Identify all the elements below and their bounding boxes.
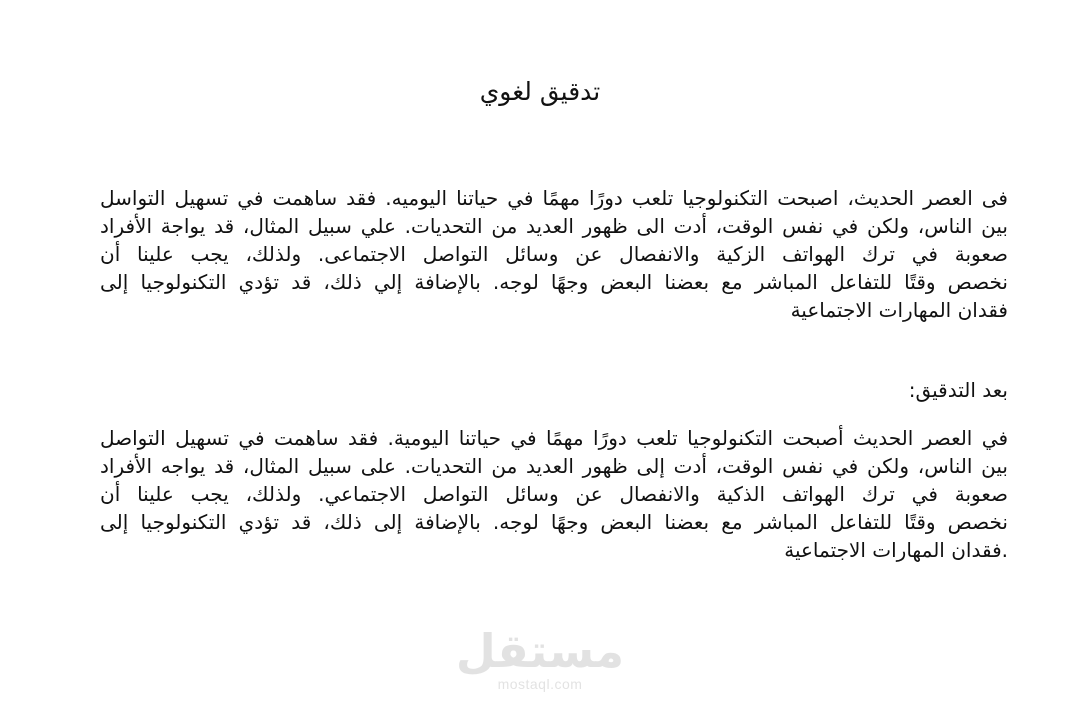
original-line: فقدان المهارات الاجتماعية <box>790 298 1008 322</box>
watermark-arabic-text: مستقل <box>455 624 625 678</box>
original-paragraph <box>100 184 1008 324</box>
corrected-paragraph <box>100 424 1008 564</box>
corrected-line: في العصر الحديث أصبحت التكنولوجيا تلعب دورًا مهمًا في حياتنا اليومية. فقد ساهمت في تسهيل التواصل <box>100 426 1008 450</box>
corrected-line: صعوبة في ترك الهواتف الذكية والانفصال عن وسائل التواصل الاجتماعي. ولذلك، يجب علينا أن <box>100 482 1008 506</box>
original-line: فى العصر الحديث، اصبحت التكنولوجيا تلعب دورًا مهمًا في حياتنا اليوميه. فقد ساهمت في تسهيل التواسل <box>100 186 1008 210</box>
corrected-line: بين الناس، ولكن في نفس الوقت، أدت إلى ظهور العديد من التحديات. على سبيل المثال، قد يواجه الأفراد <box>100 454 1008 478</box>
document-title: تدقيق لغوي <box>479 77 601 106</box>
corrected-line: نخصص وقتًا للتفاعل المباشر مع بعضنا البعض وجهًا لوجه. بالإضافة إلى ذلك، قد تؤدي التكنولوجيا إلى <box>100 510 1008 534</box>
watermark-latin-text: mostaql.com <box>497 676 583 692</box>
after-proofreading-label: بعد التدقيق: <box>908 378 1008 402</box>
original-line: نخصص وقتًا للتفاعل المباشر مع بعضنا البعض وجهًا لوجه. بالإضافة إلي ذلك، قد تؤدي التكنولوجيا إلى <box>100 270 1008 294</box>
mostaql-watermark <box>450 626 630 706</box>
original-line: بين الناس، ولكن في نفس الوقت، أدت الى ظهور العديد من التحديات. علي سبيل المثال، قد يواجة الأفراد <box>100 214 1008 238</box>
corrected-line: .فقدان المهارات الاجتماعية <box>784 538 1008 562</box>
original-line: صعوبة في ترك الهواتف الزكية والانفصال عن وسائل التواصل الاجتماعى. ولذلك، يجب علينا أن <box>100 242 1008 266</box>
